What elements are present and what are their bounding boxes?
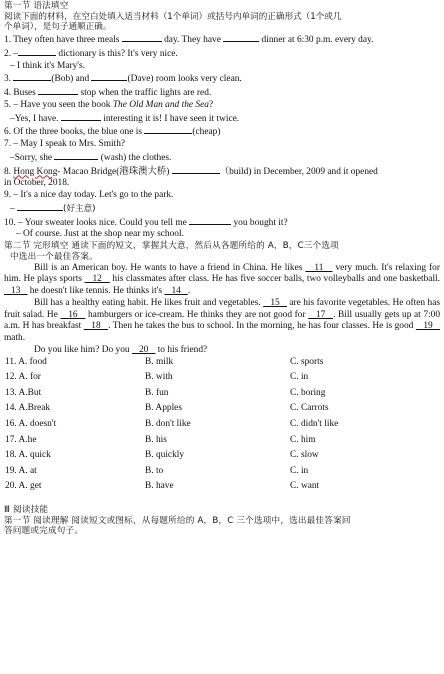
option-choice[interactable]: B. quickly bbox=[145, 450, 185, 461]
option-row bbox=[4, 450, 440, 466]
question-4: 4. Buses stop when the traffic lights are red. bbox=[4, 88, 212, 99]
answer-blank[interactable] bbox=[61, 112, 101, 121]
answer-blank[interactable] bbox=[91, 72, 127, 81]
option-choice[interactable]: C. him bbox=[290, 434, 316, 445]
cloze-blank-number[interactable]: 19 bbox=[423, 321, 433, 332]
paragraph-text: he doesn't like tennis. He thinks it's bbox=[27, 286, 165, 297]
question-3: 3. (Bob) and (Dave) room looks very clean. bbox=[4, 74, 242, 85]
answer-blank[interactable] bbox=[122, 33, 162, 42]
option-choice[interactable]: B. don't like bbox=[145, 419, 191, 430]
subsection-heading: 第一节 阅读理解 阅读短文或图标，从每题所给的 A，B，C 三个选项中，选出最佳答案回 bbox=[4, 515, 351, 526]
option-choice[interactable]: B. milk bbox=[145, 356, 174, 367]
option-choice[interactable]: B. Apples bbox=[145, 403, 182, 414]
option-row bbox=[4, 403, 440, 419]
cloze-blank-number[interactable]: 11 bbox=[314, 262, 324, 273]
question-9: 9. – It's a nice day today. Let's go to the park. bbox=[4, 190, 174, 201]
paragraph-text: . Then he takes the bus to school. In the morning, he has four classes. He is good bbox=[108, 321, 416, 332]
option-row bbox=[4, 372, 440, 388]
question-7-reply: –Sorry, she (wash) the clothes. bbox=[10, 152, 172, 163]
question-6: 6. Of the three books, the blue one is (cheap) bbox=[4, 127, 221, 138]
paragraph-text: . bbox=[187, 286, 191, 297]
paragraph-text: Bill is an American boy. He wants to have a friend in China. He likes bbox=[34, 262, 306, 273]
cloze-paragraph-1 bbox=[4, 263, 440, 298]
option-choice[interactable]: C. boring bbox=[290, 387, 326, 398]
instruction-line: 阅读下面的材料，在空白处填入适当材料（1个单词）或括号内单词的正确形式（1个或几 bbox=[4, 11, 342, 22]
option-choice[interactable]: 16. A. doesn't bbox=[5, 419, 57, 430]
option-choice[interactable]: 13. A.But bbox=[5, 387, 42, 398]
option-choice[interactable]: 11. A. food bbox=[5, 356, 47, 367]
answer-blank[interactable] bbox=[18, 47, 56, 56]
question-1: 1. They often have three meals day. They have dinner at 6:30 p.m. every day. bbox=[4, 35, 374, 46]
place-name: Hong Kong bbox=[13, 166, 58, 177]
cloze-blank-number[interactable]: 17 bbox=[315, 309, 326, 320]
section-heading-continued: 中选出一个最佳答案。 bbox=[10, 251, 98, 262]
cloze-blank-number[interactable]: 13 bbox=[11, 286, 21, 297]
option-choice[interactable]: 17. A.he bbox=[5, 434, 37, 445]
question-9-reply: – (好主意) bbox=[10, 203, 96, 214]
option-choice[interactable]: 20. A. get bbox=[5, 481, 42, 492]
option-choice[interactable]: B. fun bbox=[145, 387, 169, 398]
cloze-blank-number[interactable]: 20 bbox=[138, 344, 149, 355]
paragraph-text: hamburgers or ice-cream. He thinks they are not good for bbox=[85, 309, 309, 320]
question-5: 5. – Have you seen the book The Old Man and the Sea? bbox=[4, 99, 214, 110]
option-row bbox=[4, 388, 440, 404]
subsection-heading-continued: 答问题或完成句子。 bbox=[4, 526, 84, 537]
question-10-reply: – Of course. Just at the shop near my school. bbox=[16, 229, 184, 240]
cloze-blank-number[interactable]: 14 bbox=[171, 286, 181, 297]
option-choice[interactable]: C. sports bbox=[290, 356, 324, 367]
paragraph-text: math. bbox=[4, 333, 26, 344]
option-row bbox=[4, 357, 440, 373]
answer-blank[interactable] bbox=[223, 33, 259, 42]
option-choice[interactable]: B. with bbox=[145, 372, 173, 383]
option-choice[interactable]: B. his bbox=[145, 434, 167, 445]
cloze-paragraph-2 bbox=[4, 298, 440, 345]
question-5-reply: –Yes, I have. interesting it is! I have seen it twice. bbox=[10, 113, 240, 124]
option-choice[interactable]: C. Carrots bbox=[290, 403, 329, 414]
cloze-blank-number[interactable]: 15 bbox=[270, 297, 280, 308]
option-choice[interactable]: C. didn't like bbox=[290, 419, 339, 430]
cloze-blank-number[interactable]: 12 bbox=[92, 274, 102, 285]
answer-blank[interactable] bbox=[13, 72, 51, 81]
option-row bbox=[4, 435, 440, 451]
answer-options bbox=[4, 357, 440, 497]
question-2: 2. – dictionary is this? It's very nice. bbox=[4, 48, 178, 59]
answer-blank[interactable] bbox=[54, 151, 98, 160]
option-choice[interactable]: C. want bbox=[290, 481, 320, 492]
question-7: 7. – May I speak to Mrs. Smith? bbox=[4, 139, 126, 150]
section-heading: Ⅲ 阅读技能 bbox=[4, 505, 49, 516]
paragraph-text: . Bill usually gets up at 7:00 a.m. H has breakfast bbox=[4, 309, 441, 332]
answer-blank[interactable] bbox=[172, 165, 220, 174]
option-choice[interactable]: C. in bbox=[290, 372, 309, 383]
question-8: 8. Hong Kong- Macao Bridge(港珠澳大桥) （build) in December, 2009 and it opened bbox=[4, 166, 378, 177]
cloze-paragraph-3: Do you like him? Do you 20 to his friend? bbox=[34, 344, 208, 355]
cloze-blank-number[interactable]: 18 bbox=[91, 321, 101, 332]
option-choice[interactable]: C. slow bbox=[290, 450, 319, 461]
option-row bbox=[4, 481, 440, 497]
paragraph-text: Bill has a healthy eating habit. He likes fruit and vegetables. bbox=[34, 297, 264, 308]
paragraph-text: very much. It's relaxing for him. He plays sports bbox=[4, 262, 440, 285]
paragraph-text: are his favorite vegetables. He often has fruit salad. He bbox=[4, 297, 441, 320]
cloze-blank-number[interactable]: 16 bbox=[68, 309, 78, 320]
paragraph-text: his classmates after class. He has five soccer balls, two volleyballs and one basketball. bbox=[109, 274, 441, 285]
question-2-reply: – I think it's Mary's. bbox=[10, 60, 85, 71]
answer-blank[interactable] bbox=[189, 216, 231, 225]
option-row bbox=[4, 419, 440, 435]
worksheet-page bbox=[4, 1, 440, 537]
question-10: 10. – Your sweater looks nice. Could you tell me you bought it? bbox=[4, 217, 288, 228]
instruction-line: 个单词），是句子通顺正确。 bbox=[4, 22, 112, 33]
option-row bbox=[4, 466, 440, 482]
option-choice[interactable]: B. have bbox=[145, 481, 174, 492]
option-choice[interactable]: 18. A. quick bbox=[5, 450, 51, 461]
option-choice[interactable]: 14. A.Break bbox=[5, 403, 51, 414]
option-choice[interactable]: 19. A. at bbox=[5, 465, 37, 476]
answer-blank[interactable] bbox=[17, 202, 63, 211]
option-choice[interactable]: C. in bbox=[290, 465, 309, 476]
answer-blank[interactable] bbox=[38, 86, 78, 95]
option-choice[interactable]: 12. A. for bbox=[5, 372, 41, 383]
section-heading: 第一节 语法填空 bbox=[4, 1, 69, 11]
answer-blank[interactable] bbox=[144, 125, 192, 134]
option-choice[interactable]: B. to bbox=[145, 465, 164, 476]
question-8-continued: in October, 2018. bbox=[4, 178, 70, 189]
section-heading: 第二节 完形填空 通读下面的短文，掌握其大意，然后从各题所给的 A，B，C三个选项 bbox=[4, 241, 339, 252]
book-title: The Old Man and the Sea bbox=[112, 99, 209, 110]
